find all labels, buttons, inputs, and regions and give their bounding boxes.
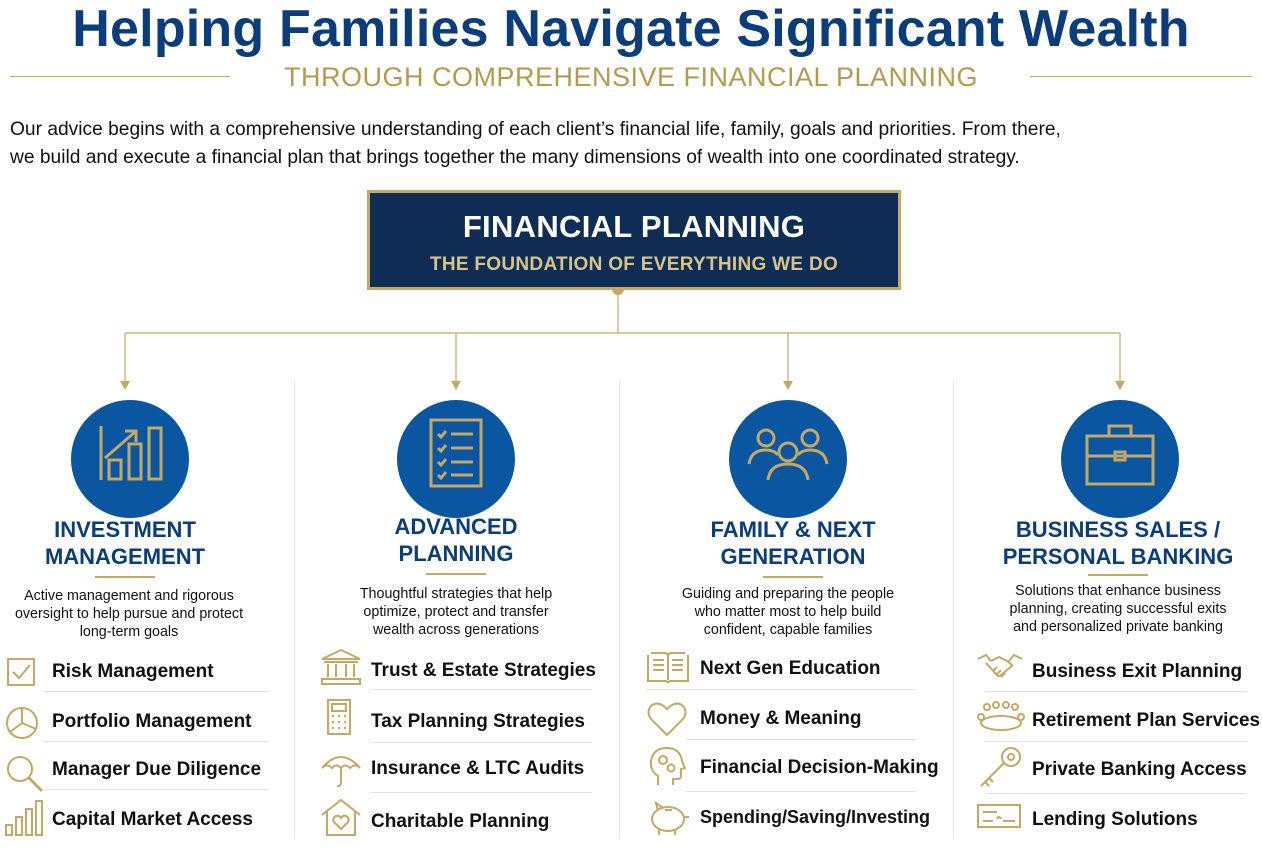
arrow-head-3	[783, 381, 793, 390]
column-title-investment	[5, 516, 245, 570]
column-rule	[763, 576, 823, 578]
hub-title: FINANCIAL PLANNING	[462, 209, 806, 244]
list-item	[977, 745, 1257, 795]
open-book-icon	[646, 649, 690, 685]
description-line: optimize, protect and transfer	[363, 604, 549, 620]
list-item	[646, 699, 921, 749]
list-item	[320, 698, 595, 748]
list-item-label: Portfolio Management	[52, 711, 252, 732]
list-item-label: Private Banking Access	[1032, 759, 1247, 780]
heart-icon	[646, 699, 688, 739]
bar-chart-icon	[4, 797, 44, 837]
description-line: Thoughtful strategies that help	[359, 586, 553, 602]
briefcase-icon	[1061, 400, 1179, 518]
description-line: and personalized private banking	[1013, 619, 1223, 635]
description-line: long-term goals	[79, 624, 179, 640]
description-line: wealth across generations	[372, 622, 540, 638]
list-item-label: Next Gen Education	[700, 658, 881, 679]
list-item	[977, 803, 1257, 853]
list-item	[4, 655, 269, 705]
column-divider	[619, 380, 620, 839]
column-title-line: PERSONAL BANKING	[1002, 544, 1234, 569]
column-title-line: GENERATION	[720, 544, 866, 569]
column-description	[988, 582, 1248, 636]
column-title-line: FAMILY & NEXT	[710, 517, 876, 542]
list-item	[4, 753, 269, 803]
growth-chart-icon	[71, 400, 189, 518]
list-item-label: Capital Market Access	[52, 809, 254, 830]
list-item	[4, 705, 269, 755]
list-item-label: Retirement Plan Services	[1032, 710, 1261, 731]
column-title-line: ADVANCED	[394, 514, 518, 539]
list-separator	[646, 689, 916, 690]
column-divider	[294, 380, 295, 839]
list-item-label: Money & Meaning	[700, 708, 862, 729]
list-separator	[44, 789, 269, 790]
description-line: oversight to help pursue and protect	[14, 606, 244, 622]
heart-house-icon	[320, 797, 362, 837]
column-title-family	[668, 516, 918, 570]
checkbox-icon	[4, 655, 40, 691]
list-separator	[44, 741, 269, 742]
column-description	[327, 585, 585, 639]
description-line: confident, capable families	[703, 622, 873, 638]
column-title-line: INVESTMENT	[54, 517, 196, 542]
column-title-line: PLANNING	[398, 541, 514, 566]
column-title-advanced-planning	[336, 513, 576, 567]
list-item-label: Risk Management	[52, 661, 214, 682]
list-item-label: Insurance & LTC Audits	[371, 758, 585, 779]
list-separator	[44, 691, 269, 692]
column-description	[0, 587, 258, 641]
pie-chart-icon	[4, 705, 44, 745]
page-title: Helping Families Navigate Significant Wealth	[72, 0, 1190, 58]
column-title-business	[988, 516, 1248, 570]
list-item-label: Charitable Planning	[371, 811, 550, 832]
list-item-label: Tax Planning Strategies	[371, 711, 585, 732]
list-separator	[985, 741, 1247, 742]
list-item	[4, 797, 269, 847]
column-rule	[426, 573, 486, 575]
column-divider	[953, 380, 954, 839]
list-item	[977, 699, 1262, 749]
head-gears-icon	[646, 745, 688, 787]
list-item-label: Trust & Estate Strategies	[371, 660, 596, 681]
hub-subtitle: THE FOUNDATION OF EVERYTHING WE DO	[429, 254, 839, 275]
column-title-line: BUSINESS SALES /	[1015, 517, 1221, 542]
description-line: who matter most to help build	[694, 604, 882, 620]
list-item	[977, 651, 1257, 701]
piggy-bank-icon	[646, 797, 692, 837]
list-item-label: Lending Solutions	[1032, 809, 1198, 830]
list-item	[320, 748, 595, 798]
hub-box	[367, 190, 901, 290]
arrow-head-2	[451, 381, 461, 390]
people-group-icon	[729, 400, 847, 518]
list-item-label: Business Exit Planning	[1032, 661, 1243, 682]
list-item-label: Manager Due Diligence	[52, 759, 262, 780]
list-separator	[686, 739, 916, 740]
arrow-head-4	[1115, 381, 1125, 390]
description-line: Guiding and preparing the people	[681, 586, 895, 602]
list-separator	[985, 793, 1247, 794]
list-separator	[985, 691, 1247, 692]
check-document-icon	[977, 803, 1023, 831]
intro-line-1: Our advice begins with a comprehensive understanding of each client’s financial life, family, goals and priorities. From there,	[10, 119, 1061, 140]
description-line: Solutions that enhance business	[1015, 583, 1221, 599]
list-item	[646, 649, 921, 699]
list-separator	[686, 791, 916, 792]
list-item-label: Financial Decision-Making	[700, 757, 939, 778]
list-item	[320, 797, 595, 847]
magnifier-icon	[4, 753, 46, 795]
calculator-icon	[320, 698, 360, 738]
list-separator	[370, 742, 592, 743]
list-item	[320, 647, 595, 697]
checklist-icon	[397, 400, 515, 518]
list-item	[646, 797, 936, 847]
meeting-table-icon	[977, 699, 1025, 737]
column-description	[659, 585, 917, 639]
umbrella-icon	[320, 748, 362, 790]
column-title-line: MANAGEMENT	[44, 544, 206, 569]
bank-building-icon	[320, 647, 362, 687]
list-item-label: Spending/Saving/Investing	[700, 807, 931, 827]
column-rule	[95, 576, 155, 578]
keys-icon	[977, 745, 1023, 789]
handshake-icon	[977, 651, 1023, 685]
list-separator	[370, 792, 592, 793]
description-line: Active management and rigorous	[24, 588, 234, 604]
column-rule	[1088, 574, 1148, 576]
list-separator	[370, 689, 592, 690]
page-subtitle: THROUGH COMPREHENSIVE FINANCIAL PLANNING	[283, 62, 979, 92]
arrow-head-1	[120, 381, 130, 390]
intro-line-2: we build and execute a financial plan that brings together the many dimensions of wealth into one coordinated strategy.	[10, 147, 1020, 168]
list-item	[646, 745, 939, 795]
description-line: planning, creating successful exits	[1009, 601, 1227, 617]
